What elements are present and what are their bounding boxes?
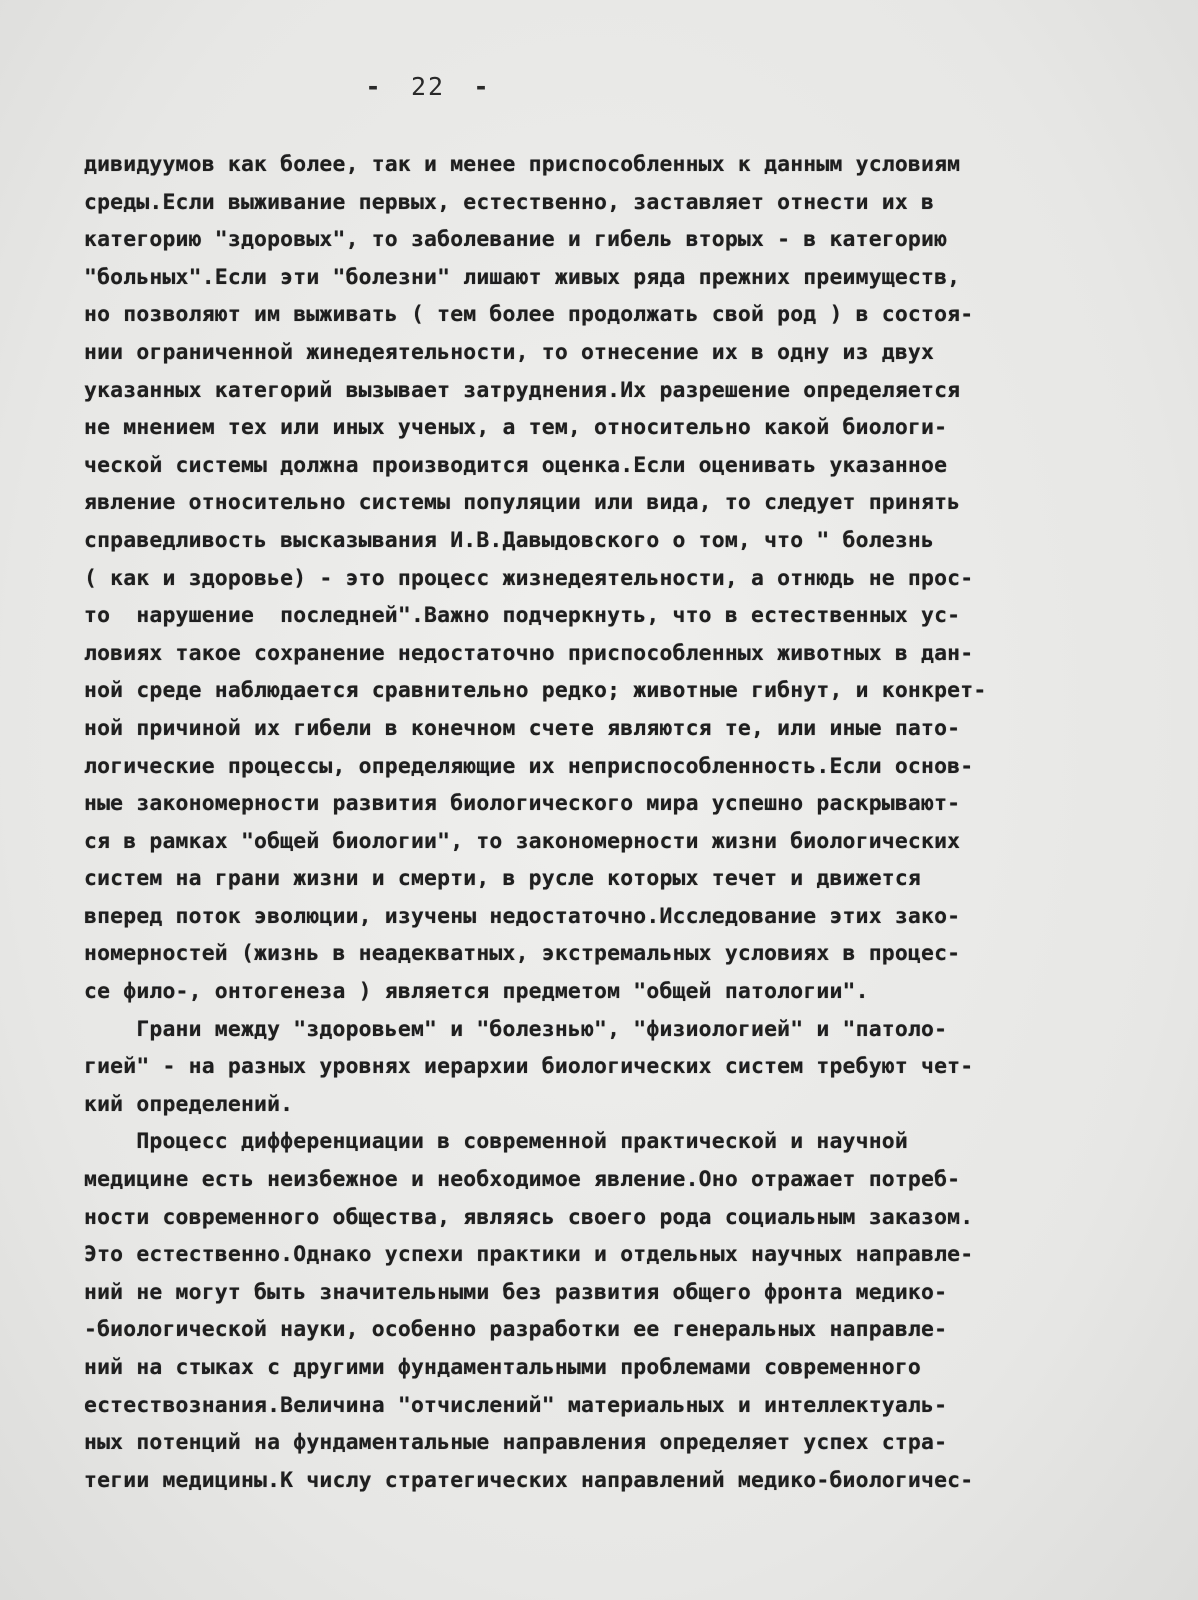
text-line: Процесс дифференциации в современной практической и научной — [84, 1129, 908, 1155]
text-line: среды.Если выживание первых, естественно, заставляет отнести их в — [84, 189, 935, 215]
text-line: ных потенций на фундаментальные направления определяет успех стра- — [84, 1430, 948, 1456]
text-line: тегии медицины.К числу стратегических направлений медико-биологичес- — [84, 1467, 974, 1493]
text-line: ловиях такое сохранение недостаточно приспособленных животных в дан- — [84, 640, 974, 666]
text-line: систем на грани жизни и смерти, в русле которых течет и движется — [84, 866, 922, 892]
text-line: явление относительно системы популяции или вида, то следует принять — [84, 490, 961, 516]
page-number: 22 — [410, 72, 446, 101]
text-line: ной причиной их гибели в конечном счете являются те, или иные пато- — [84, 715, 961, 741]
text-line: медицине есть неизбежное и необходимое явление.Оно отражает потреб- — [84, 1167, 961, 1193]
text-line: естествознания.Величина "отчислений" материальных и интеллектуаль- — [84, 1392, 948, 1418]
body-text — [84, 146, 1174, 1499]
text-line: но позволяют им выживать ( тем более продолжать свой род ) в состоя- — [84, 302, 974, 328]
text-line: кий определений. — [84, 1091, 294, 1117]
text-line: ний на стыках с другими фундаментальными проблемами современного — [84, 1355, 922, 1380]
text-line: логические процессы, определяющие их неприспособленность.Если основ- — [84, 753, 974, 779]
text-line: "больных".Если эти "болезни" лишают живых ряда прежних преимуществ, — [84, 264, 961, 290]
text-line: Это естественно.Однако успехи практики и отдельных научных направле- — [84, 1242, 974, 1268]
text-line: нии ограниченной жинедеятельности, то отнесение их в одну из двух — [84, 339, 935, 365]
text-line: справедливость высказывания И.В.Давыдовского о том, что " болезнь — [84, 527, 935, 553]
text-line: то нарушение последней".Важно подчеркнуть, что в естественных ус- — [84, 603, 961, 629]
text-line: Грани между "здоровьем" и "болезнью", "физиологией" и "патоло- — [84, 1016, 948, 1042]
page-number-dash-left: - — [365, 72, 383, 101]
text-line: ( как и здоровье) - это процесс жизнедеятельности, а отнюдь не прос- — [84, 565, 974, 591]
text-line: ний не могут быть значительными без развития общего фронта медико- — [84, 1279, 948, 1305]
text-line: гией" - на разных уровнях иерархии биологических систем требуют чет- — [84, 1054, 974, 1080]
text-line: вперед поток эволюции, изучены недостаточно.Исследование этих зако- — [84, 903, 961, 929]
text-line: номерностей (жизнь в неадекватных, экстремальных условиях в процес- — [84, 941, 961, 967]
text-line: ности современного общества, являясь своего рода социальным заказом. — [84, 1204, 974, 1230]
text-line: ной среде наблюдается сравнительно редко; животные гибнут, и конкрет- — [84, 678, 987, 704]
text-line: -биологической науки, особенно разработки ее генеральных направле- — [84, 1317, 948, 1343]
text-line: се фило-, онтогенеза ) является предметом "общей патологии". — [84, 979, 869, 1005]
text-line: ческой системы должна производится оценка.Если оценивать указанное — [84, 452, 948, 478]
text-line: категорию "здоровых", то заболевание и гибель вторых - в категорию — [84, 227, 948, 253]
text-line: не мнением тех или иных ученых, а тем, относительно какой биологи- — [84, 415, 948, 441]
text-line: указанных категорий вызывает затруднения.Их разрешение определяется — [84, 377, 961, 403]
text-line: ся в рамках "общей биологии", то закономерности жизни биологических — [84, 828, 961, 854]
text-line: ные закономерности развития биологического мира успешно раскрывают- — [84, 791, 961, 817]
text-line: дивидуумов как более, так и менее приспособленных к данным условиям — [84, 152, 961, 177]
page-number-dash-right: - — [473, 72, 491, 101]
page-number-header — [350, 72, 510, 101]
